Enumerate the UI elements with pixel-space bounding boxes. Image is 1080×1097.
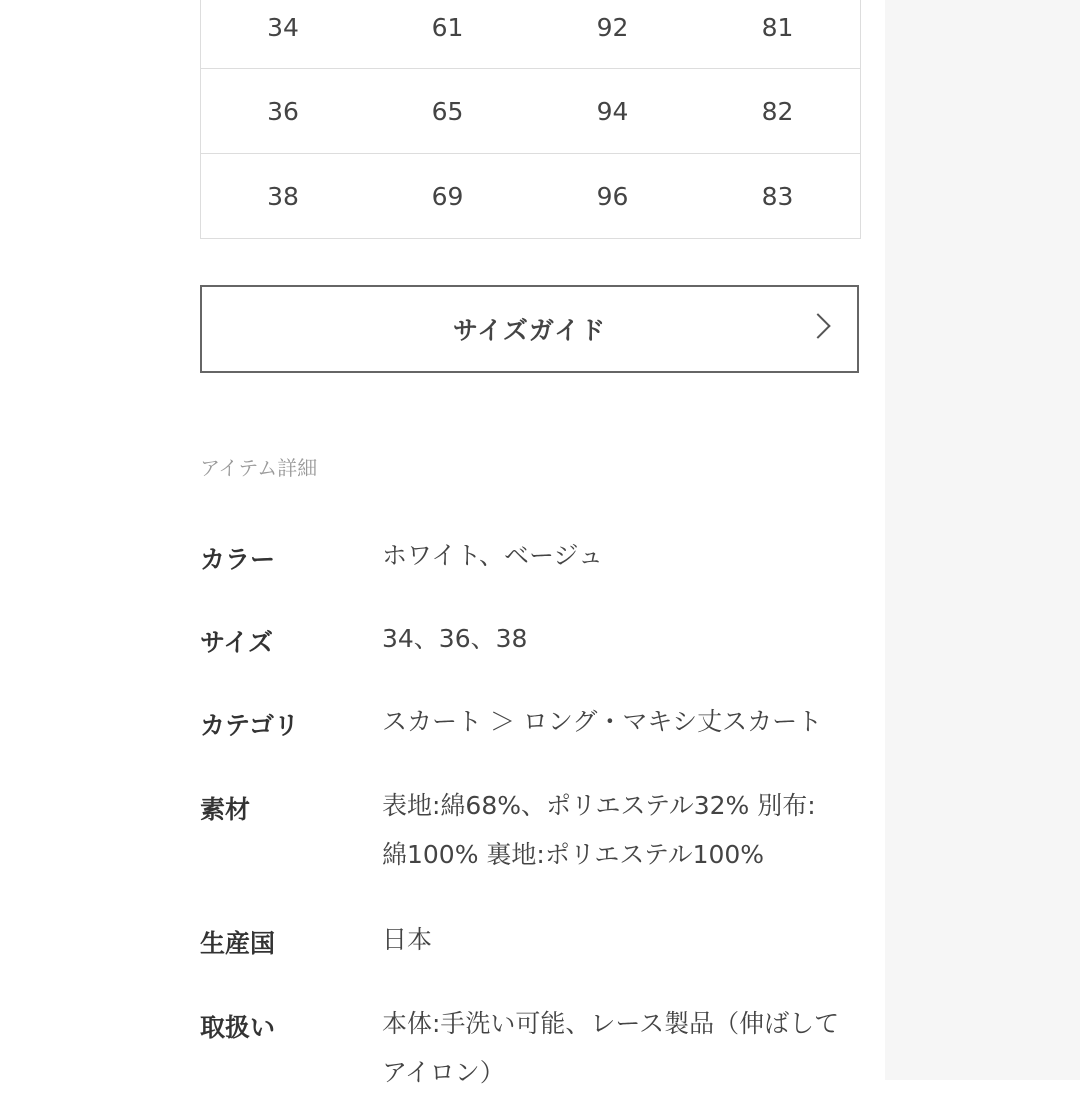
detail-label: 生産国 [200, 929, 276, 958]
detail-value-line: アイロン） [382, 1058, 505, 1087]
detail-value-line: 表地:綿68%、ポリエステル32% 別布: [382, 791, 816, 820]
table-cell: 83 [761, 181, 794, 211]
detail-label: カテゴリ [200, 711, 300, 740]
table-cell: 92 [596, 12, 629, 42]
table-row [201, 0, 860, 68]
detail-value-line: 綿100% 裏地:ポリエステル100% [382, 840, 765, 869]
table-cell: 61 [431, 12, 464, 42]
table-cell: 69 [431, 181, 464, 211]
detail-value-line: 本体:手洗い可能、レース製品（伸ばして [382, 1009, 840, 1038]
detail-value [382, 999, 862, 1097]
table-cell: 38 [267, 181, 299, 211]
size-guide-button[interactable] [200, 285, 859, 373]
table-cell: 81 [761, 12, 794, 42]
table-cell: 34 [267, 12, 299, 42]
detail-value [382, 614, 862, 663]
size-guide-label: サイズガイド [452, 316, 607, 345]
detail-value [382, 531, 862, 580]
detail-value [382, 781, 862, 879]
table-cell: 94 [596, 96, 629, 126]
table-cell: 96 [596, 181, 629, 211]
table-row [201, 153, 860, 238]
detail-label: サイズ [200, 628, 274, 657]
detail-value-line: 34、36、38 [382, 624, 528, 653]
detail-value [382, 915, 862, 964]
detail-value-line: ホワイト、ベージュ [382, 541, 604, 570]
chevron-right-icon [805, 313, 830, 338]
detail-label: カラー [200, 545, 276, 574]
table-cell: 65 [431, 96, 464, 126]
detail-value-line: 日本 [382, 925, 433, 954]
detail-value [382, 697, 862, 746]
detail-value-line: スカート ＞ ロング・マキシ丈スカート [382, 707, 823, 736]
table-cell: 82 [761, 96, 794, 126]
detail-label: 取扱い [200, 1013, 276, 1042]
size-table [200, 0, 861, 239]
item-details-title: アイテム詳細 [200, 456, 318, 480]
table-cell: 36 [267, 96, 299, 126]
detail-label: 素材 [200, 795, 251, 824]
side-background-strip [885, 0, 1080, 1080]
table-row [201, 68, 860, 153]
